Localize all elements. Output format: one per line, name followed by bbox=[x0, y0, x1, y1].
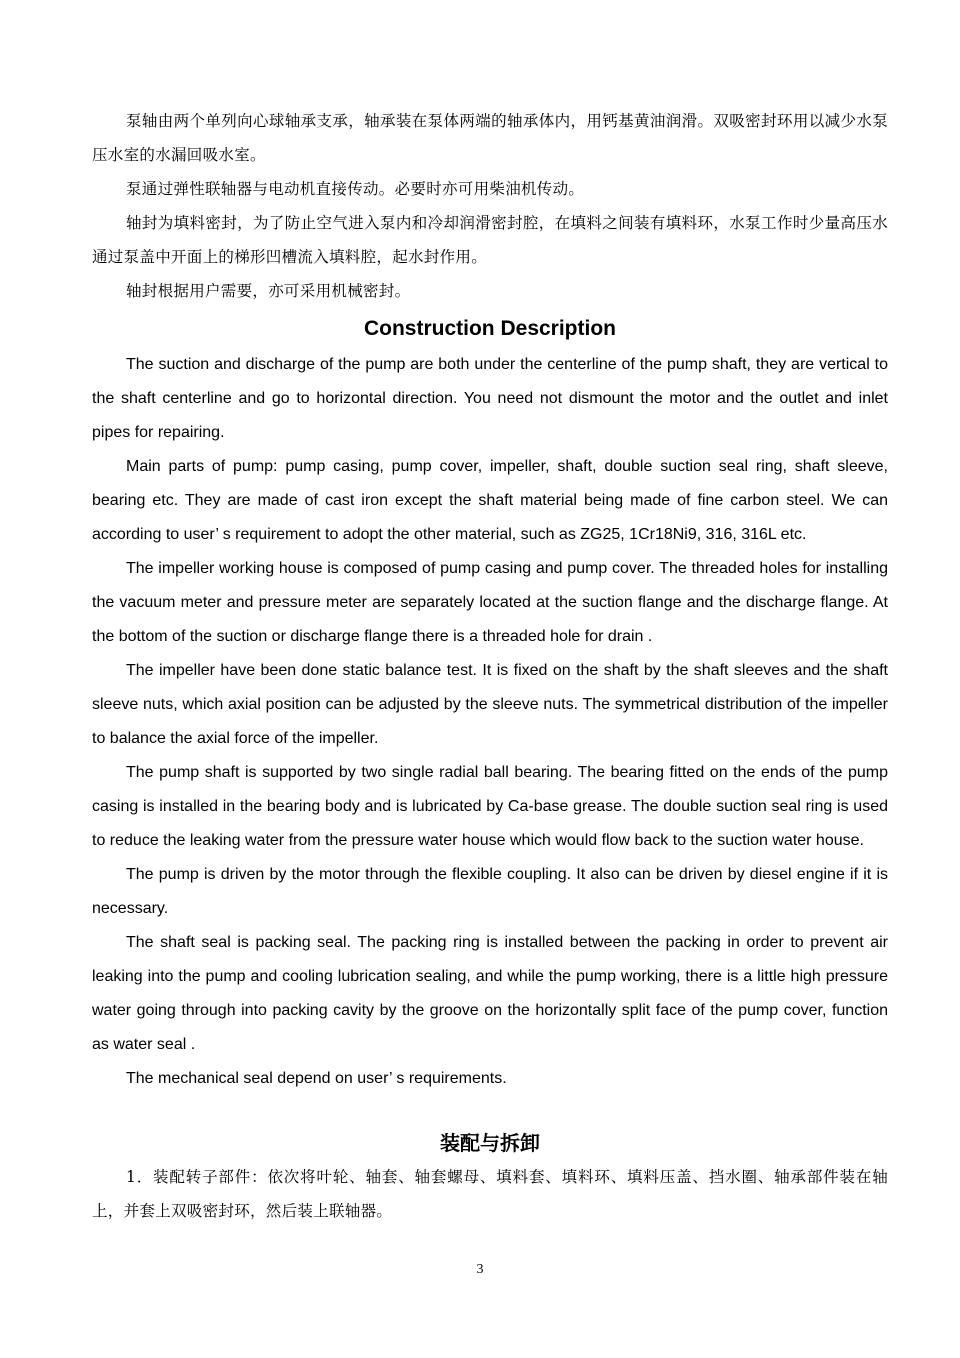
document-page bbox=[92, 104, 888, 1228]
en-paragraph-impeller-house: The impeller working house is composed of pump casing and pump cover. The threaded holes for installing the vacuum meter and pressure meter are separately located at the suction flange and the discharge flange. At the bottom of the suction or discharge flange there is a threaded hole for drain . bbox=[92, 560, 888, 645]
en-paragraph-mechanical-seal: The mechanical seal depend on user’ s requirements. bbox=[126, 1070, 507, 1087]
en-paragraph-impeller-balance: The impeller have been done static balance test. It is fixed on the shaft by the shaft sleeves and the shaft sleeve nuts, which axial position can be adjusted by the sleeve nuts. The symmetrical distribution of the impeller to balance the axial force of the impeller. bbox=[92, 662, 888, 747]
construction-heading: Construction Description bbox=[363, 317, 616, 340]
en-paragraph-main-parts: Main parts of pump: pump casing, pump cover, impeller, shaft, double suction seal ring, shaft sleeve, bearing etc. They are made of cast iron except the shaft material being made of fine carbon steel. We can according to user’ s requirement to adopt the other material, such as ZG25, 1Cr18Ni9, 316, 316L etc. bbox=[92, 458, 888, 543]
zh-paragraph-bearings: 泵轴由两个单列向心球轴承支承，轴承装在泵体两端的轴承体内，用钙基黄油润滑。双吸密封环用以减少水泵压水室的水漏回吸水室。 bbox=[92, 112, 888, 164]
section-spacer bbox=[92, 1096, 888, 1126]
en-paragraph-suction-discharge: The suction and discharge of the pump are both under the centerline of the pump shaft, they are vertical to the shaft centerline and go to horizontal direction. You need not dismount the motor and the outlet and inlet pipes for repairing. bbox=[92, 356, 888, 441]
zh-paragraph-assembly-step-1: 1．装配转子部件：依次将叶轮、轴套、轴套螺母、填料套、填料环、填料压盖、挡水圈、轴承部件装在轴上，并套上双吸密封环，然后装上联轴器。 bbox=[92, 1168, 888, 1220]
zh-paragraph-mechanical-seal: 轴封根据用户需要，亦可采用机械密封。 bbox=[126, 282, 411, 300]
assembly-heading: 装配与拆卸 bbox=[440, 1131, 540, 1155]
zh-paragraph-shaft-seal: 轴封为填料密封，为了防止空气进入泵内和冷却润滑密封腔，在填料之间装有填料环，水泵工作时少量高压水通过泵盖中开面上的梯形凹槽流入填料腔，起水封作用。 bbox=[92, 214, 888, 266]
en-paragraph-drive: The pump is driven by the motor through the flexible coupling. It also can be driven by diesel engine if it is necessary. bbox=[92, 866, 888, 917]
en-paragraph-shaft-seal: The shaft seal is packing seal. The packing ring is installed between the packing in order to prevent air leaking into the pump and cooling lubrication sealing, and while the pump working, there is a little high pressure water going through into packing cavity by the groove on the horizontally split face of the pump cover, function as water seal . bbox=[92, 934, 888, 1053]
zh-paragraph-drive: 泵通过弹性联轴器与电动机直接传动。必要时亦可用柴油机传动。 bbox=[126, 180, 585, 198]
page-number: 3 bbox=[476, 1262, 484, 1277]
en-paragraph-pump-shaft: The pump shaft is supported by two single radial ball bearing. The bearing fitted on the ends of the pump casing is installed in the bearing body and is lubricated by Ca-base grease. The double suction seal ring is used to reduce the leaking water from the pressure water house which would flow back to the suction water house. bbox=[92, 764, 888, 849]
